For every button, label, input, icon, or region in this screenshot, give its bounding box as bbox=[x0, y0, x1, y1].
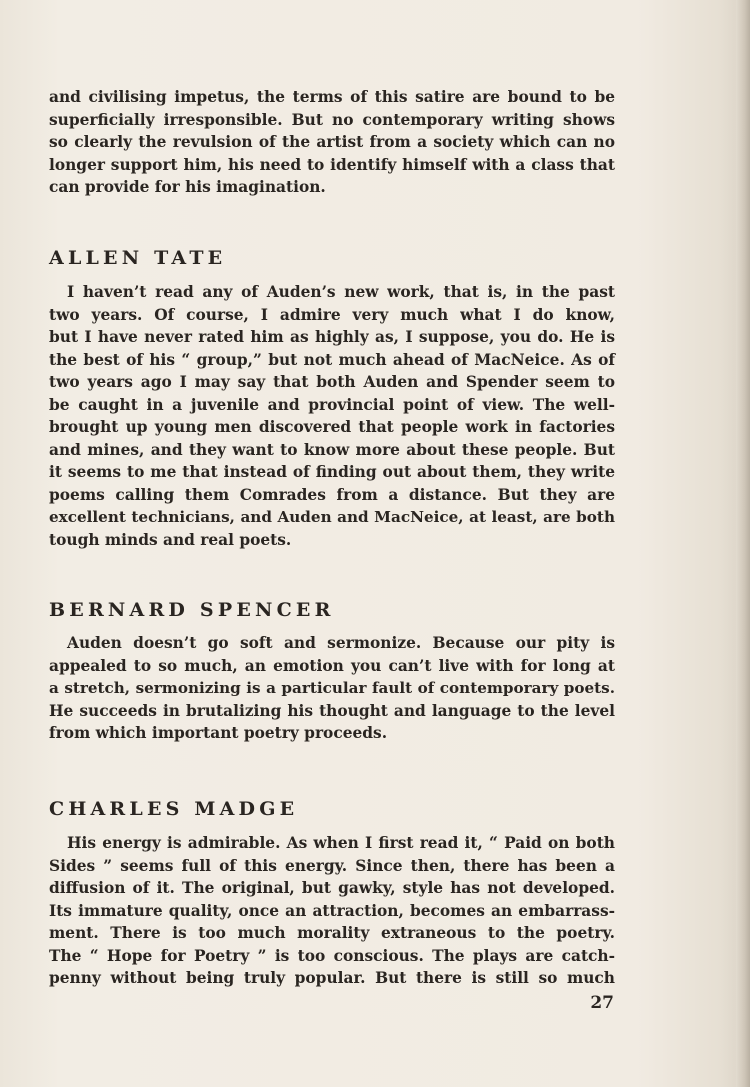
intro-paragraph bbox=[49, 86, 615, 199]
paragraph-line: superficially irresponsible. But no contemporary writing shows bbox=[49, 110, 615, 129]
paragraph-line: longer support him, his need to identify himself with a class that bbox=[49, 155, 615, 174]
paragraph-line: appealed to so much, an emotion you can’t live with for long at bbox=[49, 656, 615, 675]
paragraph-line: brought up young men discovered that people work in factories bbox=[49, 418, 615, 436]
paragraph-line: Auden doesn’t go soft and sermonize. Because our pity is bbox=[67, 634, 615, 652]
section-heading-charles-madge: CHARLES MADGE bbox=[49, 798, 299, 820]
bernard-spencer-paragraph bbox=[49, 632, 615, 745]
paragraph-line: the best of his “ group,” but not much ahead of MacNeice. As of bbox=[49, 350, 615, 369]
paragraph-line: ment. There is too much morality extraneous to the poetry. bbox=[49, 924, 615, 942]
section-heading-bernard-spencer: BERNARD SPENCER bbox=[49, 599, 335, 621]
paragraph-line: Sides ” seems full of this energy. Since then, there has been a bbox=[49, 856, 615, 875]
paragraph-line: from which important poetry proceeds. bbox=[49, 724, 388, 742]
paragraph-line: tough minds and real poets. bbox=[49, 530, 292, 549]
page-number: 27 bbox=[590, 993, 614, 1013]
paragraph-line: diffusion of it. The original, but gawky, style has not developed. bbox=[49, 879, 615, 897]
paragraph-line: The “ Hope for Poetry ” is too conscious. The plays are catch- bbox=[49, 946, 615, 965]
paragraph-line: can provide for his imagination. bbox=[49, 178, 326, 196]
paragraph-line: and civilising impetus, the terms of this satire are bound to be bbox=[49, 88, 615, 106]
paragraph-line: two years ago I may say that both Auden and Spender seem to bbox=[49, 373, 615, 391]
charles-madge-paragraph bbox=[49, 832, 615, 990]
paragraph-line: His energy is admirable. As when I first read it, “ Paid on both bbox=[67, 834, 615, 852]
paragraph-line: poems calling them Comrades from a distance. But they are bbox=[49, 485, 615, 504]
paragraph-line: I haven’t read any of Auden’s new work, that is, in the past bbox=[67, 283, 615, 301]
paragraph-line: it seems to me that instead of finding out about them, they write bbox=[49, 463, 615, 481]
page-edge bbox=[736, 0, 750, 1087]
paragraph-line: penny without being truly popular. But there is still so much bbox=[49, 969, 615, 987]
paragraph-line: so clearly the revulsion of the artist from a society which can no bbox=[49, 133, 615, 151]
paragraph-line: be caught in a juvenile and provincial point of view. The well- bbox=[49, 395, 615, 414]
paragraph-line: He succeeds in brutalizing his thought and language to the level bbox=[49, 701, 615, 720]
paragraph-line: and mines, and they want to know more about these people. But bbox=[49, 440, 615, 459]
paragraph-line: Its immature quality, once an attraction, becomes an embarrass- bbox=[49, 901, 615, 920]
paragraph-line: two years. Of course, I admire very much what I do know, bbox=[49, 305, 615, 324]
allen-tate-paragraph bbox=[49, 281, 615, 551]
paragraph-line: but I have never rated him as highly as, I suppose, you do. He is bbox=[49, 328, 615, 346]
paragraph-line: a stretch, sermonizing is a particular fault of contemporary poets. bbox=[49, 679, 615, 697]
section-heading-allen-tate: ALLEN TATE bbox=[49, 247, 227, 269]
paragraph-line: excellent technicians, and Auden and MacNeice, at least, are both bbox=[49, 508, 615, 526]
